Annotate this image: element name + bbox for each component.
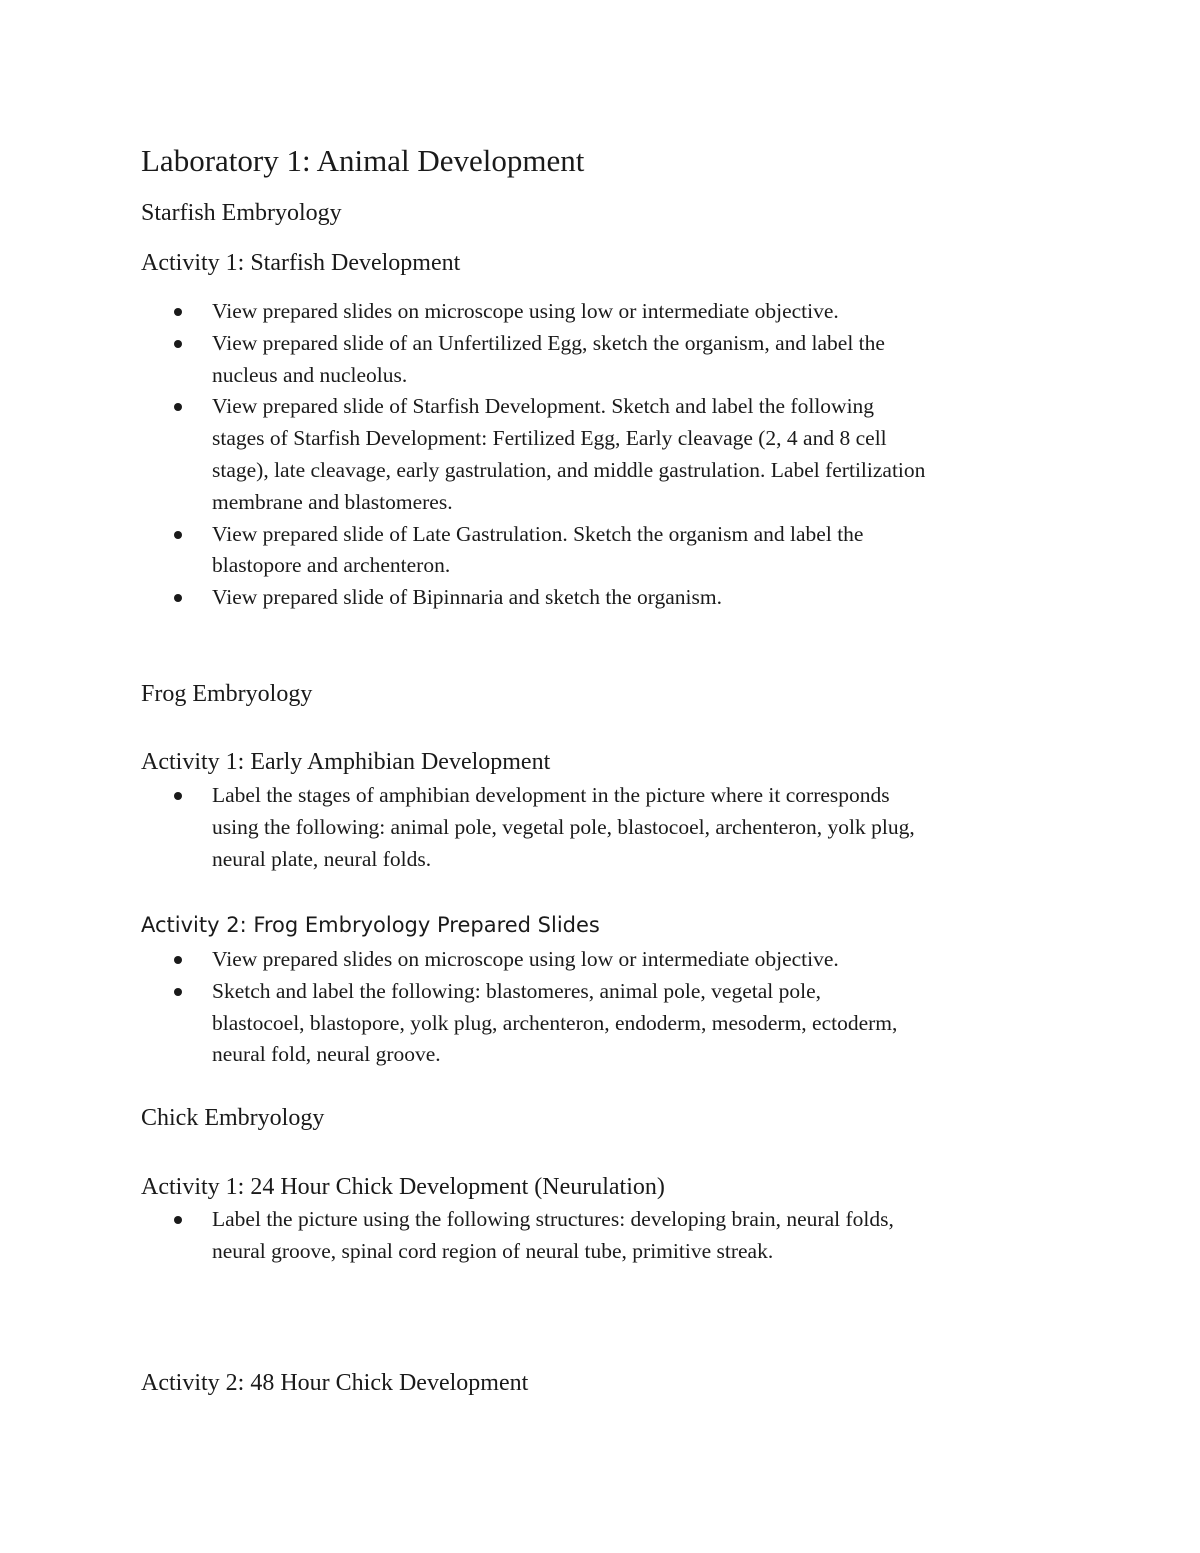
bullet-icon <box>174 340 182 348</box>
list-item: Sketch and label the following: blastomeres, animal pole, vegetal pole, blastocoel, blastopore, yolk plug, archenteron, endoderm, mesoderm, ectoderm, neural fold, neural groove. <box>141 976 1072 1071</box>
activity-heading-chick-1: Activity 1: 24 Hour Chick Development (Neurulation) <box>141 1174 665 1200</box>
bullet-icon <box>174 1216 182 1224</box>
activity-heading-frog-2: Activity 2: Frog Embryology Prepared Slides <box>141 913 600 937</box>
activity-heading-frog-1: Activity 1: Early Amphibian Development <box>141 749 551 775</box>
list-item: View prepared slide of Starfish Development. Sketch and label the following stages of Starfish Development: Fertilized Egg, Early cleavage (2, 4 and 8 cell stage), late cleavage, early gastrulation, and middle gastrulation. Label fertilization membrane and blastomeres. <box>141 391 1072 518</box>
bullet-icon <box>174 792 182 800</box>
chick-activity-1-list <box>141 1204 1072 1268</box>
bullet-icon <box>174 403 182 411</box>
list-item: View prepared slides on microscope using low or intermediate objective. <box>141 944 1072 976</box>
section-heading-frog: Frog Embryology <box>141 681 313 707</box>
section-heading-chick: Chick Embryology <box>141 1105 325 1131</box>
page-title: Laboratory 1: Animal Development <box>141 143 585 178</box>
list-item: View prepared slide of an Unfertilized Egg, sketch the organism, and label the nucleus and nucleolus. <box>141 328 1072 392</box>
list-item: Label the stages of amphibian development in the picture where it corresponds using the following: animal pole, vegetal pole, blastocoel, archenteron, yolk plug, neural plate, neural folds. <box>141 780 1072 875</box>
list-item: View prepared slides on microscope using low or intermediate objective. <box>141 296 1072 328</box>
starfish-activity-1-list <box>141 296 1072 614</box>
bullet-icon <box>174 531 182 539</box>
section-heading-starfish: Starfish Embryology <box>141 200 342 226</box>
frog-activity-2-list <box>141 944 1072 1071</box>
bullet-icon <box>174 956 182 964</box>
list-item: Label the picture using the following structures: developing brain, neural folds, neural groove, spinal cord region of neural tube, primitive streak. <box>141 1204 1072 1268</box>
list-item: View prepared slide of Bipinnaria and sketch the organism. <box>141 582 1072 614</box>
activity-heading-chick-2: Activity 2: 48 Hour Chick Development <box>141 1370 529 1396</box>
bullet-icon <box>174 988 182 996</box>
bullet-icon <box>174 594 182 602</box>
bullet-icon <box>174 308 182 316</box>
list-item: View prepared slide of Late Gastrulation. Sketch the organism and label the blastopore and archenteron. <box>141 519 1072 583</box>
frog-activity-1-list <box>141 780 1072 875</box>
activity-heading-starfish-1: Activity 1: Starfish Development <box>141 250 461 276</box>
